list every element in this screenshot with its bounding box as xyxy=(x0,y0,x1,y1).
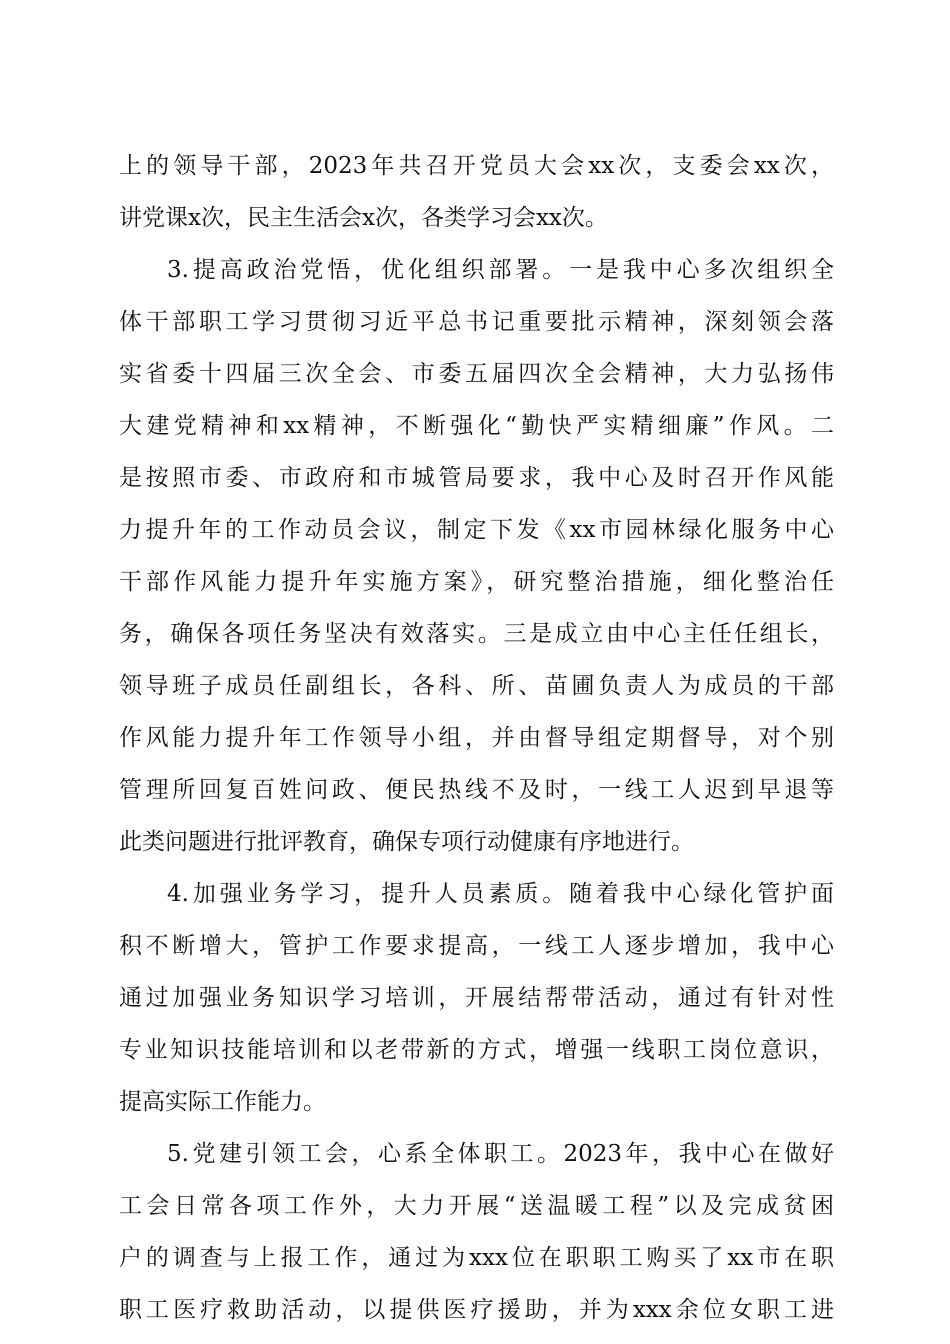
paragraph-2-line-1: 3.提高政治党悟，优化组织部署。一是我中心多次组织全 xyxy=(167,257,834,283)
paragraph-2-line-2: 体干部职工学习贯彻习近平总书记重要批示精神，深刻领会落 xyxy=(119,309,834,335)
paragraph-2-line-11: 管理所回复百姓问政、便民热线不及时，一线工人迟到早退等 xyxy=(119,777,834,803)
paragraph-2 xyxy=(119,244,834,868)
paragraph-2-line-10: 作风能力提升年工作领导小组，并由督导组定期督导，对个别 xyxy=(119,725,834,751)
paragraph-2-line-7: 干部作风能力提升年实施方案》，研究整治措施，细化整治任 xyxy=(119,569,834,595)
paragraph-2-line-8: 务，确保各项任务坚决有效落实。三是成立由中心主任任组长， xyxy=(119,621,834,647)
paragraph-2-line-4: 大建党精神和xx精神，不断强化“勤快严实精细廉”作风。二 xyxy=(119,413,834,439)
paragraph-3-line-4: 专业知识技能培训和以老带新的方式，增强一线职工岗位意识， xyxy=(119,1037,834,1063)
paragraph-2-line-6: 力提升年的工作动员会议，制定下发《xx市园林绿化服务中心 xyxy=(119,517,834,543)
paragraph-3-line-3: 通过加强业务知识学习培训，开展结帮带活动，通过有针对性 xyxy=(119,985,834,1011)
paragraph-3-line-2: 积不断增大，管护工作要求提高，一线工人逐步增加，我中心 xyxy=(119,933,834,959)
paragraph-1-line-1: 上的领导干部，2023年共召开党员大会xx次，支委会xx次， xyxy=(119,153,834,179)
paragraph-2-line-5: 是按照市委、市政府和市城管局要求，我中心及时召开作风能 xyxy=(119,465,834,491)
paragraph-4-line-2: 工会日常各项工作外，大力开展“送温暖工程”以及完成贫困 xyxy=(119,1193,834,1219)
paragraph-1 xyxy=(119,140,834,244)
paragraph-2-line-9: 领导班子成员任副组长，各科、所、苗圃负责人为成员的干部 xyxy=(119,673,834,699)
document-body xyxy=(119,140,834,1336)
paragraph-4-line-1: 5.党建引领工会，心系全体职工。2023年，我中心在做好 xyxy=(167,1141,834,1167)
paragraph-2-line-3: 实省委十四届三次全会、市委五届四次全会精神，大力弘扬伟 xyxy=(119,361,834,387)
paragraph-4-line-4: 职工医疗救助活动，以提供医疗援助，并为xxx余位女职工进 xyxy=(119,1297,834,1323)
paragraph-4-line-3: 户的调查与上报工作，通过为xxx位在职职工购买了xx市在职 xyxy=(119,1245,834,1271)
paragraph-2-line-12: 此类问题进行批评教育，确保专项行动健康有序地进行。 xyxy=(119,829,694,855)
paragraph-3-line-5: 提高实际工作能力。 xyxy=(119,1089,326,1115)
paragraph-3 xyxy=(119,868,834,1128)
paragraph-1-line-2: 讲党课x次，民主生活会x次，各类学习会xx次。 xyxy=(119,205,608,231)
paragraph-3-line-1: 4.加强业务学习，提升人员素质。随着我中心绿化管护面 xyxy=(167,881,834,907)
paragraph-4 xyxy=(119,1128,834,1336)
